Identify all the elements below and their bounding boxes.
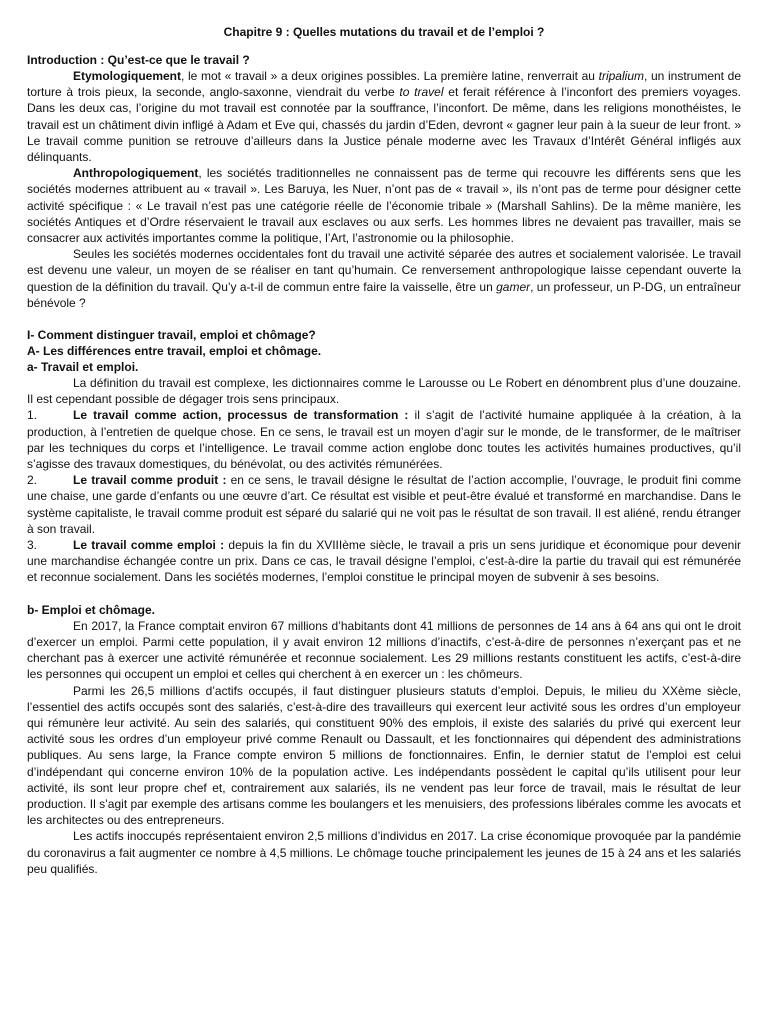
- intro-p1-lead: Etymologiquement: [73, 69, 182, 83]
- intro-p1-text-b: , un instrument de torture à trois pieux, la seconde, anglo-saxonne, viendrait du verbe: [27, 69, 742, 100]
- section-A-heading: A- Les différences entre travail, emploi et chômage.: [27, 344, 322, 359]
- list-item-travail-emploi: [27, 537, 741, 586]
- intro-p1-text-c: et ferait référence à l’inconfort des premiers voyages. Dans les deux cas, l’origine du mot travail est connotée par la souffrance, l’inconfort. De même, dans les religions monothéistes, le travail est un châtiment divin infligé à Adam et Eve qui, chassés du jardin d’Eden, devront « gagner leur pain à la sueur de leur front. » Le travail comme punition se retrouve d’ailleurs dans la Justice pénale moderne avec les Travaux d’Intérêt Général infligés aux délinquants.: [27, 85, 742, 165]
- list-item-title: Le travail comme emploi :: [73, 538, 225, 553]
- intro-heading: Introduction : Qu’est-ce que le travail ?: [27, 53, 250, 67]
- list-item-title: Le travail comme produit :: [73, 473, 227, 488]
- list-number: 1.: [27, 408, 38, 423]
- section-b-paragraph-statuts: Parmi les 26,5 millions d’actifs occupés, il faut distinguer plusieurs statuts d’emploi. Depuis, le milieu du XXème siècle, l’essentiel des actifs occupés sont des salariés, c’est-à-dire des travailleurs qui exercent leur activité sous les ordres d’un employeur qui rémunère leur activité. Au sein des salariés, qui constituent 90% des emplois, il existe des salariés du privé qui exercent leur activité sous les ordres d’un employeur privé comme Renault ou Dassault, et les fonctionnaires qui dépendent des administrations publiques. Au sens large, la France compte environ 5 millions de fonctionnaires. Enfin, le dernier statut de l’emploi est celui d’indépendant qui concerne environ 10% de la population active. Les indépendants possèdent le capital qu’ils utilisent pour leur activité, ils sont leur propre chef et, contrairement aux salariés, ils ne vendent pas leur force de travail, mais le résultat de leur production. Il s’agit par exemple des artisans comme les boulangers et les menuisiers, des professions libérales comme les avocats et les architectes ou des entrepreneurs.: [27, 683, 741, 828]
- section-I-heading: I- Comment distinguer travail, emploi et chômage?: [27, 328, 316, 343]
- spacer: [27, 311, 741, 327]
- intro-p3-text-a: Seules les sociétés modernes occidentales font du travail une activité séparée des autres et socialement valorisée. Le travail est devenu une valeur, un moyen de se réaliser en tant qu’humain. Ce renversement anthropologique laisse cependant ouverte la question de la définition du travail. Qu’y a-t-il de commun entre faire la vaisselle, être un: [27, 247, 741, 294]
- spacer: [27, 586, 741, 602]
- section-a-paragraph: La définition du travail est complexe, les dictionnaires comme le Larousse ou Le Robert en dénombrent plus d’une douzaine. Il est cependant possible de dégager trois sens principaux.: [27, 376, 741, 407]
- chapter-title: Chapitre 9 : Quelles mutations du travail et de l’emploi ?: [223, 25, 545, 39]
- section-b-paragraph-chomage: Les actifs inoccupés représentaient environ 2,5 millions d’individus en 2017. La crise économique provoquée par la pandémie du coronavirus a fait augmenter ce nombre à 4,5 millions. Le chômage touche principalement les jeunes de 15 à 24 ans et les salariés peu qualifiés.: [27, 829, 741, 876]
- list-item-text: en ce sens, le travail désigne le résultat de l’action accomplie, l’ouvrage, le produit fini comme une chaise, une garde d’enfants ou une œuvre d’art. Ce résultat est visible et peut-être évalué et transformé en marchandise. Dans le système capitaliste, le travail comme produit est séparé du salarié qui ne voit pas le résultat de son travail. Il est aliéné, rendu étranger à son travail.: [27, 473, 741, 536]
- intro-p2-lead: Anthropologiquement: [73, 166, 199, 181]
- intro-p1-text-a: , le mot « travail » a deux origines possibles. La première latine, renverrait au: [181, 69, 599, 83]
- intro-p3-text-b: , un professeur, un P-DG, un entraîneur bénévole ?: [27, 279, 741, 310]
- intro-p2-text: , les sociétés traditionnelles ne connaissent pas de terme qui recouvre les différents sens que les sociétés modernes attribuent au « travail ». Les Baruya, les Nuer, n’ont pas de « travail », ils n’ont pas de terme pour désigner cette activité spécifique : « Le travail n’est pas une catégorie réelle de l’économie tribale » (Marshall Sahlins). De la même manière, les sociétés Antiques et d’Ordre réservaient le travail aux esclaves ou aux serfs. Les hommes libres ne devaient pas travailler, mais se consacrer aux activités importantes comme la politique, l’Art, l’astronomie ou la philosophie.: [27, 166, 741, 246]
- list-number: 2.: [27, 473, 38, 488]
- list-item-travail-produit: [27, 472, 741, 537]
- intro-p1-tripalium: tripalium: [598, 69, 644, 83]
- section-b-heading: b- Emploi et chômage.: [27, 602, 156, 617]
- list-item-travail-action: [27, 407, 741, 472]
- intro-p1-to-travel: to travel: [399, 85, 444, 100]
- intro-paragraph-etymology: [27, 68, 741, 165]
- section-b-paragraph-population: En 2017, la France comptait environ 67 millions d’habitants dont 41 millions de personnes de 14 ans à 64 ans qui ont le droit d’exercer un emploi. Parmi cette population, il y avait environ 12 millions d’inactifs, c’est-à-dire de personnes n’exerçant pas et ne cherchant pas à exercer une activité rémunérée et reconnue socialement. Les 29 millions restants constituent les actifs, c’est-à-dire les personnes qui occupent un emploi et celles qui cherchent à en exercer un : les chômeurs.: [27, 618, 741, 682]
- list-item-text: depuis la fin du XVIIIème siècle, le travail a pris un sens juridique et économique pour devenir une marchandise échangée contre un prix. Dans ce cas, le travail désigne l’emploi, c’est-à-dire la partie du travail qui est rémunérée et reconnue socialement. Dans les sociétés modernes, l’emploi constitue le principal moyen de subvenir à ses besoins.: [27, 538, 741, 585]
- intro-p3-gamer: gamer: [496, 279, 531, 294]
- list-number: 3.: [27, 538, 38, 553]
- section-a-heading: a- Travail et emploi.: [27, 360, 139, 375]
- list-item-title: Le travail comme action, processus de transformation :: [73, 408, 409, 423]
- intro-paragraph-anthropology: [27, 165, 741, 246]
- intro-paragraph-modern-societies: [27, 246, 741, 311]
- list-item-text: il s’agit de l’activité humaine appliquée à la création, à la production, à l’entretien de quelque chose. En ce sens, le travail est un moyen d’agir sur le monde, de le transformer, de le maîtriser par les techniques du corps et l’intelligence. Le travail comme action englobe donc toutes les activités humaines productives, qu’il s’agisse des travaux domestiques, du bénévolat, ou des activités rémunérées.: [27, 408, 742, 472]
